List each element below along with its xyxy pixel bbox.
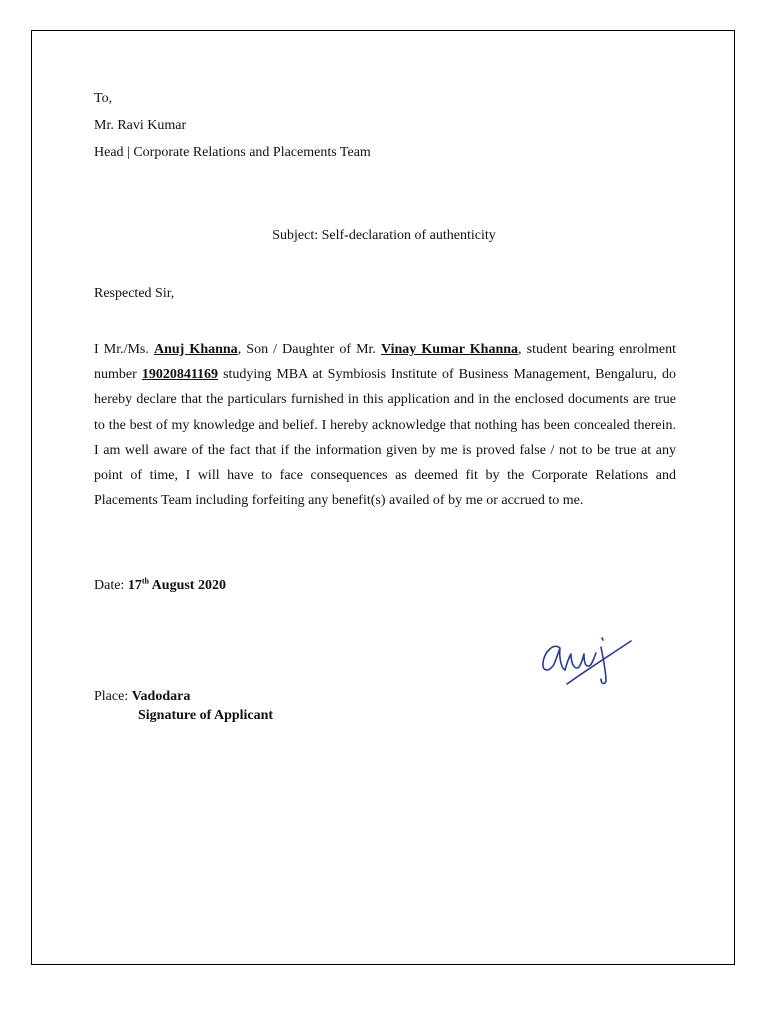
date-label: Date: <box>94 578 128 593</box>
place-value: Vadodara <box>131 689 191 704</box>
place-line <box>94 688 190 705</box>
recipient-title: Head | Corporate Relations and Placements Team <box>94 145 371 160</box>
date-suffix: th <box>141 576 149 586</box>
body-text-1: I Mr./Ms. <box>94 342 154 357</box>
date-line <box>94 577 226 594</box>
date-day: 17 <box>127 578 142 593</box>
date-month-year: August 2020 <box>148 578 226 593</box>
declaration-paragraph <box>94 337 676 513</box>
applicant-name: Anuj Khanna <box>153 342 238 357</box>
body-text-3: , student bearing enrolment number <box>94 342 677 383</box>
parent-name: Vinay Kumar Khanna <box>381 342 519 357</box>
salutation: Respected Sir, <box>94 286 175 301</box>
signature-label: Signature of Applicant <box>138 708 274 723</box>
handwritten-signature <box>537 627 637 687</box>
subject-line: Subject: Self-declaration of authenticity <box>272 228 496 243</box>
letter-page <box>31 30 735 965</box>
to-label: To, <box>94 91 113 106</box>
place-label: Place: <box>94 689 132 704</box>
enrolment-number: 19020841169 <box>141 367 219 383</box>
body-text-4: studying MBA at Symbiosis Institute of Business Management, Bengaluru, do hereby declare that the particulars furnished in this application and in the enclosed documents are true to the best of my knowledge and belief. I hereby acknowledge that nothing has been concealed therein. I am well aware of the fact that if the information given by me is proved false / not to be true at any point of time, I will have to face consequences as deemed fit by the Corporate Relations and Placements Team including forfeiting any benefit(s) availed of by me or accrued to me. <box>94 367 676 509</box>
recipient-name: Mr. Ravi Kumar <box>94 118 187 133</box>
body-text-2: , Son / Daughter of Mr. <box>237 342 382 357</box>
